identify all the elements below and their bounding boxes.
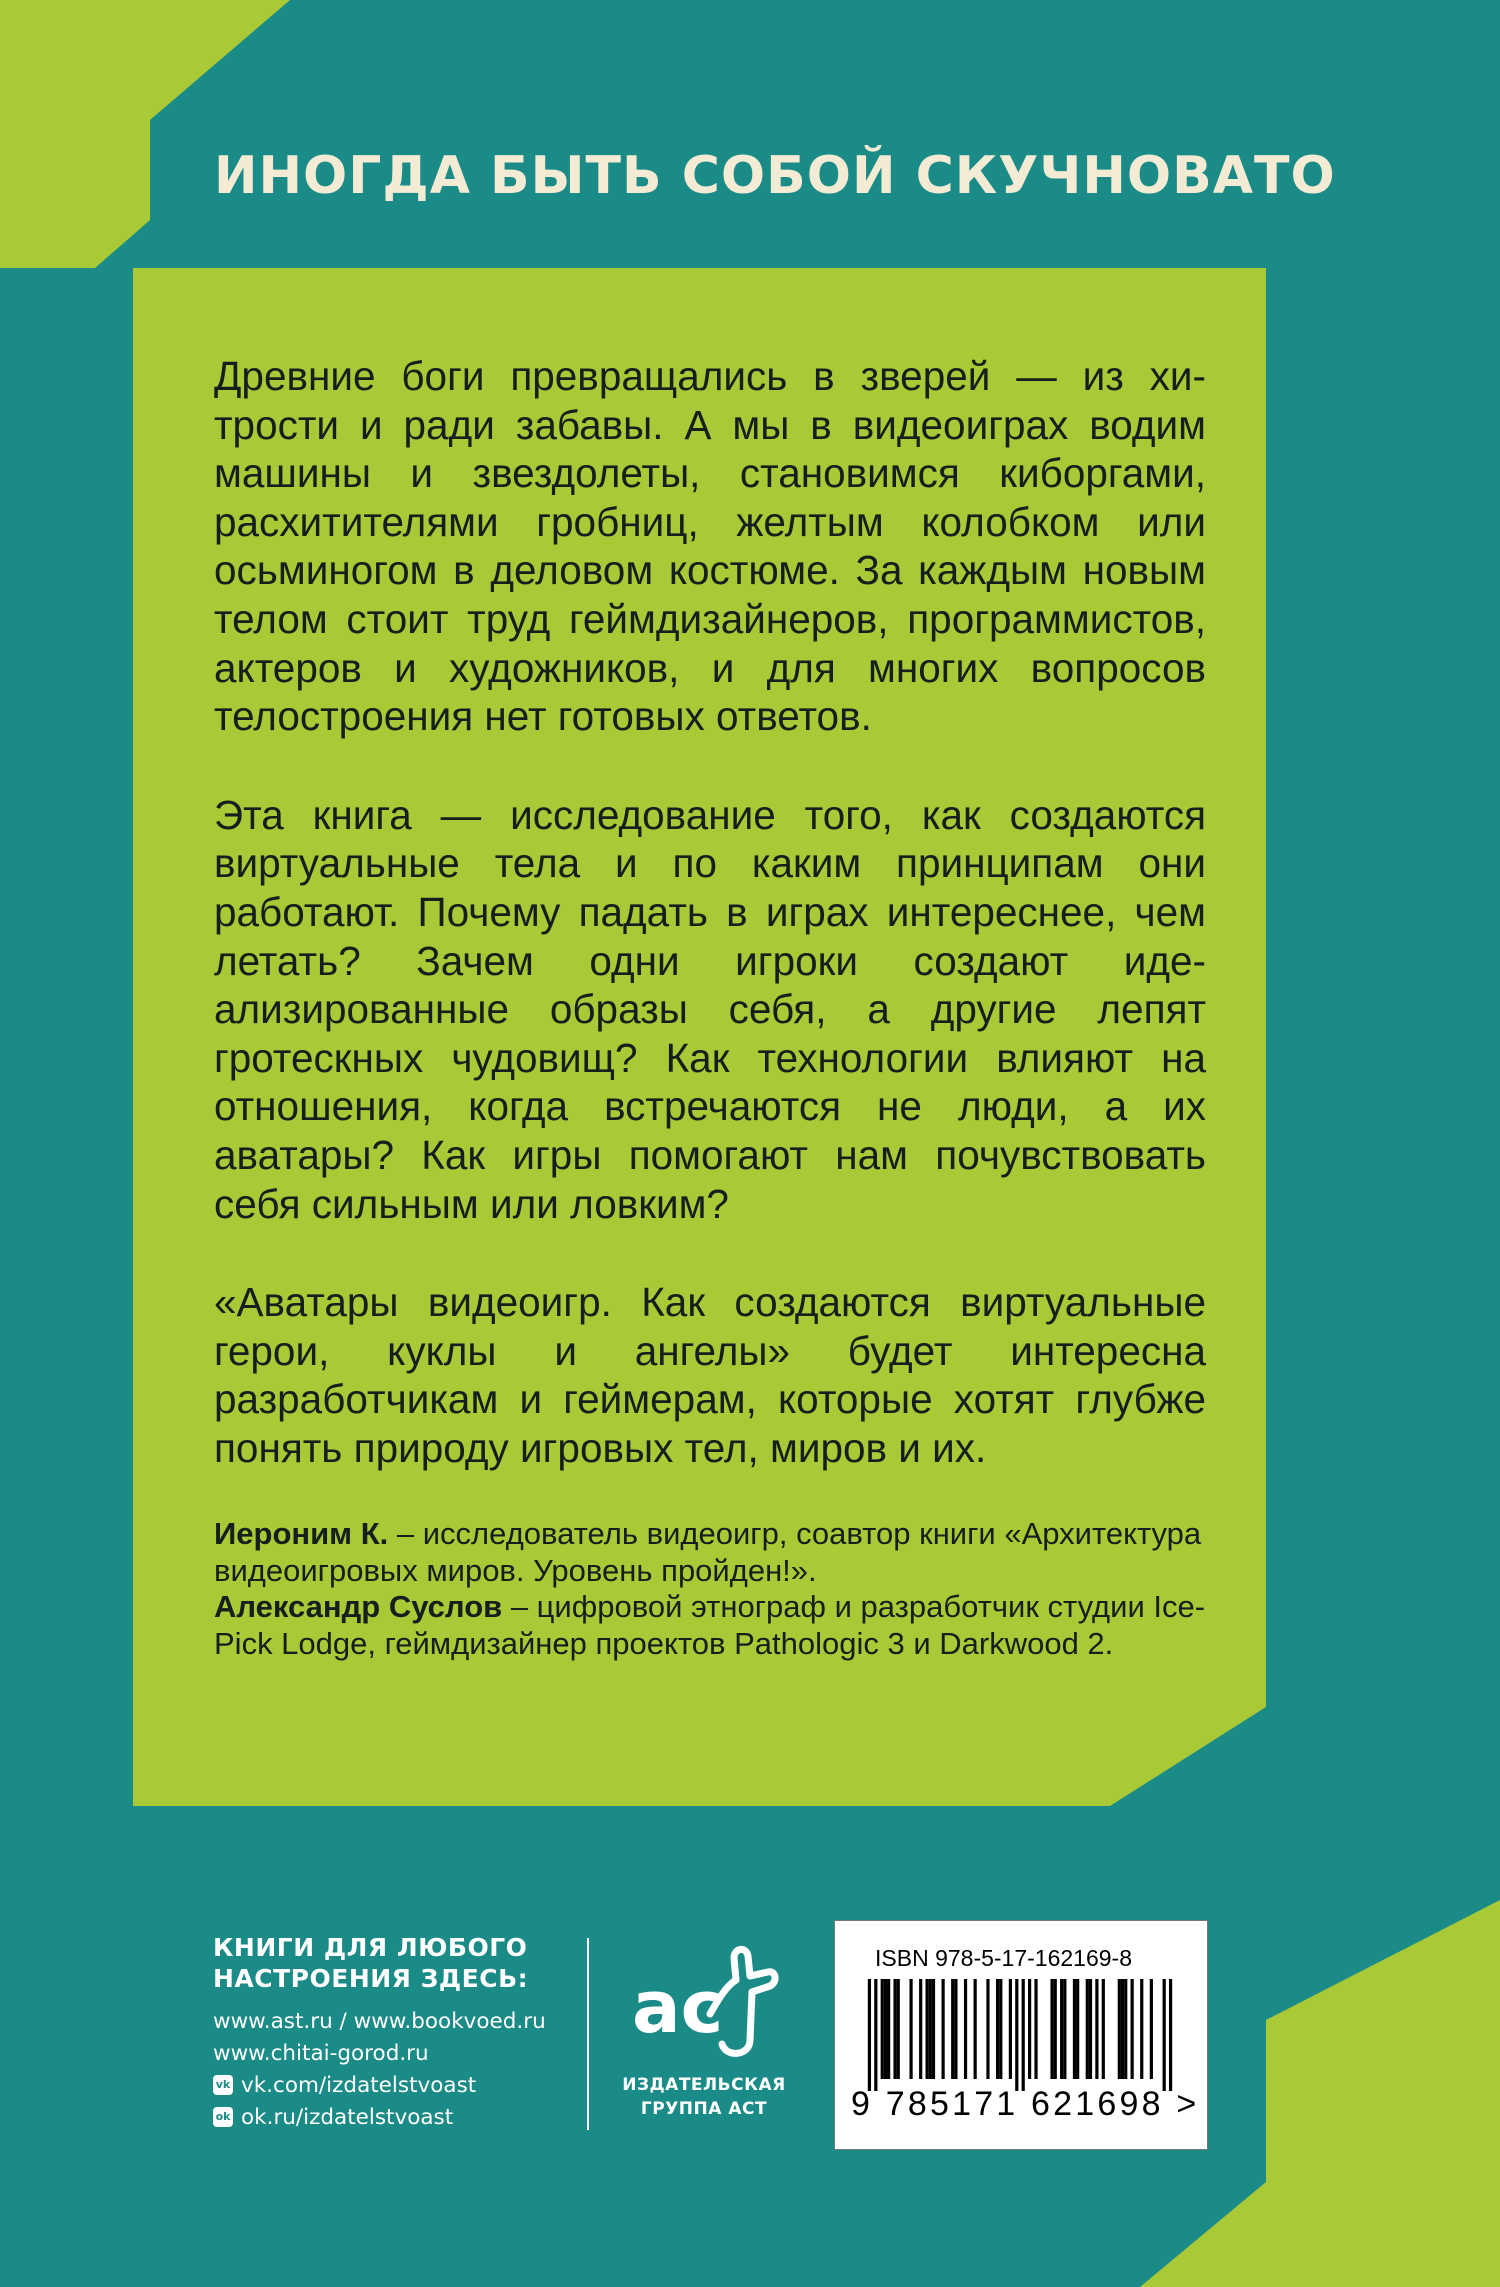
isbn-digits: 9 785171 621698 > — [851, 2085, 1200, 2123]
barcode-bar — [942, 1979, 945, 2079]
publisher-caption-line-2: ГРУППА АСТ — [640, 2099, 768, 2119]
link-chitai-gorod[interactable] — [213, 2037, 573, 2069]
headline: ИНОГДА БЫТЬ СОБОЙ СКУЧНОВАТО — [214, 146, 1336, 206]
author-1 — [214, 1516, 1210, 1589]
link-text: www.ast.ru / www.bookvoed.ru — [213, 2008, 546, 2034]
barcode-bar — [1060, 1979, 1063, 2079]
barcode-bar — [1118, 1979, 1121, 2079]
barcode-bar — [1102, 1979, 1105, 2079]
barcode-bar — [1140, 1979, 1143, 2079]
authors-block — [214, 1516, 1210, 1662]
barcode-bar — [868, 1979, 871, 2091]
link-text: ok.ru/izdatelstvoast — [241, 2104, 454, 2130]
barcode-bar — [1054, 1979, 1057, 2079]
link-ast-bookvoed[interactable] — [213, 2005, 573, 2037]
barcode-bar — [897, 1979, 900, 2079]
barcode-bar — [1063, 1979, 1066, 2079]
barcode-bar — [925, 1979, 928, 2079]
author-1-bio: – исследователь видеоигр, соавтор книги «Архитектура видеоигровых миров. Уровень пройден!». — [214, 1516, 1202, 1588]
barcode-bar — [1034, 1979, 1037, 2079]
barcode-bar — [1095, 1979, 1098, 2079]
links-heading-line-2: НАСТРОЕНИЯ ЗДЕСЬ: — [213, 1964, 529, 1993]
isbn-box — [834, 1920, 1208, 2150]
paragraph-1: Древние боги превращались в зверей — из хитрости и ради забавы. А мы в видеоиграх водим машины и звездолеты, становимся киборгами, расхитителями гробниц, желтым колобком или осьминогом в деловом костюме. За каждым новым телом стоит труд геймдизайнеров, программистов, актеров и художников, и для многих вопросов телостроения нет готовых ответов. — [214, 353, 1206, 740]
author-2 — [214, 1589, 1210, 1662]
publisher-caption-line-1: ИЗДАТЕЛЬСКАЯ — [622, 2075, 786, 2095]
barcode-bar — [986, 1979, 989, 2079]
paragraph-2: Эта книга — исследование того, как создаются виртуальные тела и по каким принципам они работают. Почему падать в играх интереснее, чем летать? Зачем одни игроки создают идеализированные образы себя, а другие лепят гротескных чудовищ? Как технологии влияют на отношения, когда встречаются не люди, а их аватары? Как игры помогают нам почувствовать себя сильным или ловким? — [214, 791, 1206, 1227]
barcode-bar — [884, 1979, 887, 2079]
link-ok[interactable] — [213, 2101, 573, 2133]
links-heading — [213, 1932, 528, 1994]
barcode-bar — [1131, 1979, 1134, 2079]
barcode-bar — [909, 1979, 912, 2079]
barcode-bar — [1076, 1979, 1079, 2079]
vk-icon: vk — [213, 2075, 233, 2095]
barcode-bar — [1015, 1979, 1018, 2091]
paragraph-3: «Аватары видеоигр. Как создаются виртуальные герои, куклы и ангелы» будет интересна разработчикам и геймерам, которые хотят глубже понять природу игровых тел, миров и их. — [214, 1279, 1206, 1471]
barcode-bar — [932, 1979, 935, 2079]
author-1-name: Иероним К. — [214, 1516, 389, 1551]
ast-logo-letters: ас — [632, 1965, 724, 2049]
publisher-caption — [614, 2073, 794, 2121]
vertical-divider — [587, 1938, 589, 2130]
barcode-bar — [1150, 1979, 1153, 2079]
barcode-bar — [1169, 1979, 1172, 2091]
barcode-bar — [1050, 1979, 1053, 2079]
barcode-bar — [893, 1979, 896, 2079]
barcode-bar — [1124, 1979, 1127, 2079]
barcode-bar — [964, 1979, 967, 2079]
barcode-bar — [1009, 1979, 1012, 2079]
barcode-bar — [881, 1979, 884, 2079]
barcode-bar — [999, 1979, 1002, 2079]
links-heading-line-1: КНИГИ ДЛЯ ЛЮБОГО — [213, 1933, 528, 1962]
barcode-bar — [974, 1979, 977, 2079]
barcode-bar — [1089, 1979, 1092, 2079]
link-text: vk.com/izdatelstvoast — [241, 2072, 477, 2098]
barcode-bar — [1121, 1979, 1124, 2079]
barcode-bar — [874, 1979, 877, 2091]
isbn-label: ISBN 978-5-17-162169-8 — [875, 1945, 1132, 1971]
barcode-bar — [1086, 1979, 1089, 2079]
link-vk[interactable] — [213, 2069, 573, 2101]
author-2-name: Александр Суслов — [214, 1589, 503, 1624]
ok-icon: ok — [213, 2107, 233, 2127]
barcode-bar — [996, 1979, 999, 2079]
barcode-bar — [929, 1979, 932, 2079]
barcode-bar — [954, 1979, 957, 2079]
barcode-icon — [855, 1979, 1185, 2091]
barcode-bar — [951, 1979, 954, 2079]
barcode-bar — [1022, 1979, 1025, 2091]
ast-logo-icon — [622, 1940, 782, 2080]
barcode-bar — [1073, 1979, 1076, 2079]
barcode-bar — [1028, 1979, 1031, 2079]
barcode-bar — [1163, 1979, 1166, 2091]
links-list — [213, 2005, 573, 2133]
barcode-bar — [919, 1979, 922, 2079]
barcode-bar — [887, 1979, 890, 2079]
link-text: www.chitai-gorod.ru — [213, 2040, 429, 2066]
description — [214, 352, 1206, 1472]
author-2-bio: – цифровой этнограф и разработчик студии Ice-Pick Lodge, геймдизайнер проектов Pathologic 3 и Darkwood 2. — [214, 1589, 1206, 1661]
